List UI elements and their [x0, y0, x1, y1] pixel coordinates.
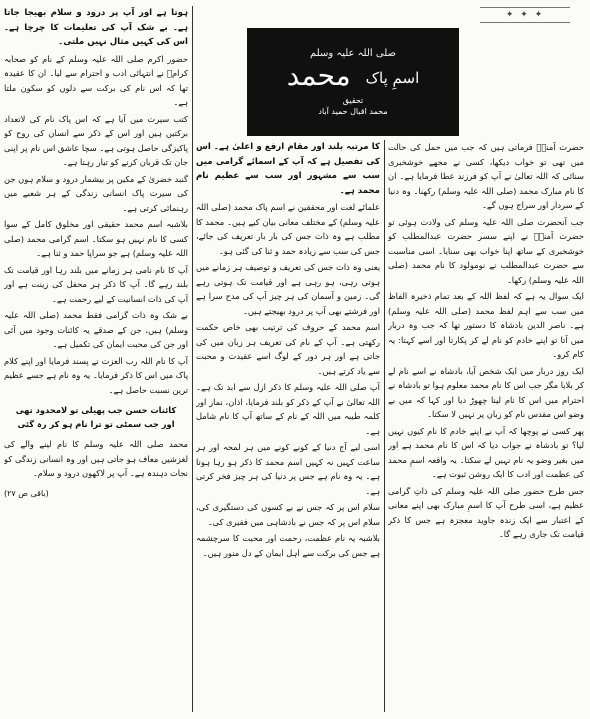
- paragraph: آپ کا نام نامی ہر زمانے میں بلند رہا اور قیامت تک بلند رہے گا۔ آپ کا ذکر ہر محفل کی زینت ہے اور آپ کی ذات انسانیت کے لیے رحمت ہے۔: [4, 264, 188, 304]
- paragraph: جس طرح حضور صلی اللہ علیہ وسلم کی ذاتِ گرامی عظیم ہے، اسی طرح آپ کا اسمِ مبارک بھی اپنے معانی کے اعتبار سے ایک زندہ جاوید معجزہ ہے جس کا ذکر قیامت تک جاری رہے گا۔: [388, 485, 584, 539]
- paragraph: محمد صلی اللہ علیہ وسلم کا نام لینے والے کی لغزشیں معاف ہو جاتی ہیں اور وہ انسانی زندگی کو نجات دہندہ ہے۔ آپ پر لاکھوں درود و سلام۔: [4, 439, 188, 478]
- paragraph: بے شک وہ ذات گرامی فقط محمد (صلی اللہ علیہ وسلم) ہیں، جن کے صدقے یہ کائنات وجود میں آئی اور جن کی محبت ایمان کی تکمیل ہے۔: [4, 310, 188, 349]
- paragraph: کا مرتبہ بلند اور مقام ارفع و اعلیٰ ہے۔ اس کی تفصیل ہے کہ آپ کے اسمائے گرامی میں سب سے مشہور اور سب سے عظیم نام محمد ہے۔: [196, 142, 380, 196]
- article-column-left: [4, 6, 188, 712]
- paragraph: آپ کا نام اللہ رب العزت نے پسند فرمایا اور اپنے کلام پاک میں اس کا ذکر فرمایا۔ یہ وہ نام ہے جسے عظیم ترین نسبت حاصل ہے۔: [4, 355, 188, 395]
- paragraph: ایک روز دربار میں ایک شخص آیا، بادشاہ نے اسے نام لے کر بلایا مگر جب اس کا نام محمد معلوم ہوا تو بادشاہ نے احترام میں اس کا نام لینا چھوڑ دیا اور کہا کہ میں بے وضو اس مقدس نام کو زبان پر نہیں لا سکتا۔: [388, 365, 584, 419]
- article-column-right: [388, 140, 584, 712]
- article-title-block: [247, 28, 459, 136]
- column-divider-right: [384, 140, 385, 712]
- poetry-couplet: [4, 403, 188, 431]
- ornament-glyphs: ✦ ✦ ✦: [480, 7, 570, 23]
- paragraph: اسی لیے آج دنیا کے کونے کونے میں ہر لمحہ اور ہر ساعت کہیں نہ کہیں اسم محمد کا ذکر ہو رہا ہوتا ہے۔ یہ وہ نام ہے جس پر دنیا کی ہر چیز فخر کرتی ہے۔: [196, 442, 380, 496]
- article-column-middle: [196, 140, 380, 712]
- column-divider-left: [192, 6, 193, 712]
- decorative-ornament: [470, 0, 580, 30]
- paragraph: حضرت آمنہؓ فرماتی ہیں کہ جب میں حمل کی حالت میں تھی تو خواب دیکھا، کسی نے مجھے خوشخبری سنائی کہ اللہ تعالیٰ نے آپ کو فرزند عطا فرمایا ہے۔ ان کا نام مبارک محمد (صلی اللہ علیہ وسلم) رکھنا۔ وہ دنیا کے سردار اور سراج ہوں گے۔: [388, 142, 584, 210]
- paragraph: آپ صلی اللہ علیہ وسلم کا ذکر ازل سے ابد تک ہے۔ اللہ تعالیٰ نے آپ کے ذکر کو بلند فرمایا، اذان، نماز اور کلمہ طیبہ میں اللہ کے نام کے ساتھ آپ کا نام شامل ہے۔: [196, 382, 380, 436]
- title-name: محمد: [286, 59, 351, 93]
- article-title: [287, 61, 420, 93]
- paragraph: ہوتا ہے اور آپ پر درود و سلام بھیجا جاتا ہے۔ بے شک آپ کی تعلیمات کا چرچا ہے۔ اس کی کہیں مثال نہیں ملتی۔: [4, 8, 188, 47]
- paragraph: حضور اکرم صلی اللہ علیہ وسلم کے نام کو صحابہ کرامؓ نے انتہائی ادب و احترام سے لیا۔ ان کا عقیدہ تھا کہ اس نام کی برکت سے دلوں کو سکون ملتا ہے۔: [4, 53, 188, 107]
- paragraph: اسم محمد کے حروف کی ترتیب بھی خاص حکمت رکھتی ہے۔ آپ کے نام کی تعریف ہر زبان میں کی جاتی ہے اور ہر دور کے لوگ اسے عقیدت و محبت سے یاد کرتے ہیں۔: [196, 322, 380, 376]
- paragraph: کتب سیرت میں آیا ہے کہ اس پاک نام کی لاتعداد برکتیں ہیں اور اس کے ذکر سے انسان کی روح کو پاکیزگی حاصل ہوتی ہے۔ سچا عاشق اس نام پر اپنی جان تک قربان کرنے کو تیار رہتا ہے۔: [4, 113, 188, 167]
- paragraph: جب آنحضرت صلی اللہ علیہ وسلم کی ولادت ہوئی تو حضرت آمنہؓ نے اپنے سسر حضرت عبدالمطلب کو خوشخبری کے ساتھ اپنا خواب بھی سنایا۔ اسی مناسبت سے حضرت عبدالمطلب نے نومولود کا نام محمد (صلی اللہ علیہ وسلم) رکھا۔: [388, 216, 584, 285]
- paragraph: یعنی وہ ذات جس کی تعریف و توصیف ہر زمانے میں ہوتی رہی، ہو رہی ہے اور قیامت تک ہوتی رہے گی۔ زمین و آسمان کی ہر چیز آپ کی مدح سرا ہے اور فرشتے بھی آپ پر درود بھیجتے ہیں۔: [196, 262, 380, 316]
- article-genre: تحقیق: [342, 95, 364, 105]
- paragraph: ایک سوال یہ ہے کہ لفظ اللہ کے بعد تمام ذخیرہ الفاظ میں سب سے اہم لفظ محمد (صلی اللہ علیہ وسلم) ہے۔ ناصر الدین بادشاہ کا دستور تھا کہ جب وہ دربار میں آتا تو اپنے خادم کو نام لے کر پکارتا اور اسے کہتا: یہ کام کرو۔: [388, 291, 584, 359]
- paragraph: بلاشبہ اسم محمد حقیقی اور مخلوق کامل کے سوا کسی کا نام نہیں ہو سکتا۔ اسم گرامی محمد (صلی اللہ علیہ وسلم) ہے جو سراپا حمد و ثنا ہے۔: [4, 219, 188, 258]
- paragraph: پھر کسی نے پوچھا کہ آپ نے اپنے خادم کا نام کیوں نہیں لیا؟ تو بادشاہ نے جواب دیا کہ اس کا نام محمد ہے اور میں بغیر وضو یہ نام نہیں لے سکتا۔ یہ واقعہ اسمِ محمد کی عظمت اور ادب کا ایک روشن ثبوت ہے۔: [388, 425, 584, 479]
- article-author: محمد اقبال حمید آباد: [318, 106, 388, 116]
- paragraph: علمائے لغت اور محققین نے اسم پاک محمد (صلی اللہ علیہ وسلم) کے مختلف معانی بیان کیے ہیں۔ محمد کا مطلب ہے وہ ذات جس کی بار بار تعریف کی جائے، جس کی سب سے زیادہ حمد و ثنا کی گئی ہو۔: [196, 202, 380, 256]
- continuation-note: (باقی ص ۲۷): [4, 488, 49, 498]
- verse-line: اور جب سمٹی تو ترا نام ہو کر رہ گئی: [17, 419, 175, 429]
- verse-line: کائنات حسن جب پھیلی تو لامحدود تھی: [15, 405, 177, 415]
- paragraph: سلام اس پر کہ جس نے بے کسوں کی دستگیری کی، سلام اس پر کہ جس نے بادشاہی میں فقیری کی۔: [196, 502, 380, 527]
- paragraph: بلاشبہ یہ نام عظمت، رحمت اور محبت کا سرچشمہ ہے جس کی برکت سے اہل ایمان کے دل منور ہیں۔: [196, 533, 380, 558]
- title-salutation: صلی اللہ علیہ وسلم: [310, 48, 396, 60]
- paragraph: گنبد خضریٰ کے مکین پر بیشمار درود و سلام ہوں جن کی سیرت پاک انسانی زندگی کے ہر شعبے میں رہنمائی کرتی ہے۔: [4, 173, 188, 213]
- title-ism: اسمِ پاک: [365, 68, 420, 87]
